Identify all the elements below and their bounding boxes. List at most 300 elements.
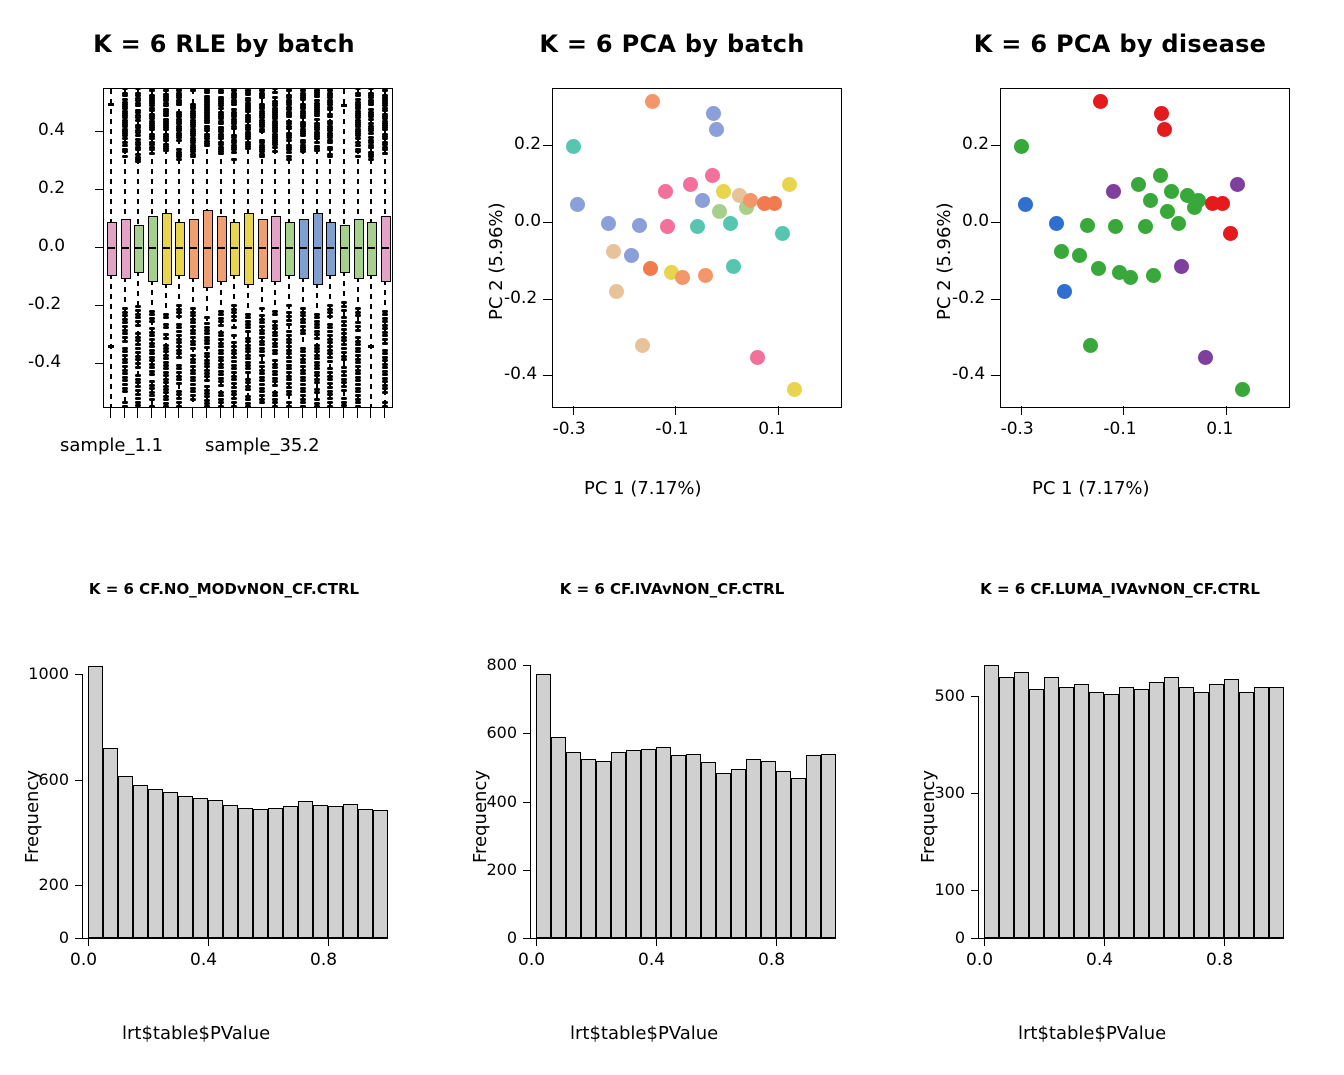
rle-outlier: [122, 314, 128, 317]
rle-outlier: [122, 98, 128, 101]
rle-outlier: [135, 119, 141, 122]
rle-outlier: [314, 99, 320, 102]
hist3-bar: [1149, 682, 1164, 938]
rle-outlier: [355, 125, 361, 128]
rle-outlier: [382, 387, 388, 390]
rle-outlier: [259, 325, 265, 328]
rle-outlier: [314, 374, 320, 377]
rle-median: [326, 247, 334, 249]
rle-outlier: [190, 336, 196, 339]
rle-outlier: [272, 384, 278, 387]
rle-outlier: [341, 309, 347, 312]
rle-outlier: [176, 334, 182, 337]
rle-x-tick: [206, 407, 207, 418]
rle-median: [107, 247, 115, 249]
rle-outlier: [135, 355, 141, 358]
rle-outlier: [135, 381, 141, 384]
hist2-y-tick-label: 0: [506, 928, 517, 947]
hist3-bar: [1134, 689, 1149, 938]
rle-outlier: [122, 379, 128, 382]
hist3-y-tick: [971, 890, 978, 891]
rle-outlier: [190, 325, 196, 328]
panel-hist-luma-iva: [896, 538, 1344, 1075]
pca-batch-point: [743, 193, 758, 208]
rle-outlier: [286, 382, 292, 385]
rle-outlier: [314, 354, 320, 357]
rle-outlier: [176, 304, 182, 307]
rle-outlier: [259, 390, 265, 393]
rle-box-column: [381, 89, 389, 407]
rle-x-tick: [329, 407, 330, 418]
rle-outlier: [135, 336, 141, 339]
rle-outlier: [218, 359, 224, 362]
rle-outlier: [176, 356, 182, 359]
rle-outlier: [135, 316, 141, 319]
rle-outlier: [163, 381, 169, 384]
rle-outlier: [300, 347, 306, 350]
rle-outlier: [231, 352, 237, 355]
rle-outlier: [163, 110, 169, 113]
rle-outlier: [231, 311, 237, 314]
rle-outlier: [245, 110, 251, 113]
rle-outlier: [135, 374, 141, 377]
rle-outlier: [122, 105, 128, 108]
pca-disease-point: [1049, 216, 1064, 231]
rle-outlier: [135, 109, 141, 112]
rle-outlier: [122, 125, 128, 128]
pca-batch-y-tick-label: 0.2: [514, 134, 542, 155]
rle-outlier: [218, 394, 224, 397]
pca-batch-y-tick: [543, 375, 552, 376]
pca-batch-point: [726, 259, 741, 274]
rle-outlier: [149, 384, 155, 387]
rle-y-tick-label: 0.0: [38, 236, 66, 256]
rle-outlier: [122, 347, 128, 350]
rle-outlier: [286, 375, 292, 378]
hist2-bar: [746, 759, 761, 938]
rle-outlier: [259, 96, 265, 99]
rle-outlier: [286, 401, 292, 404]
panel-hist1-title: K = 6 CF.NO_MODvNON_CF.CTRL: [88, 580, 360, 598]
rle-outlier: [149, 109, 155, 112]
rle-outlier: [286, 323, 292, 326]
rle-y-tick: [95, 189, 103, 190]
rle-outlier: [272, 324, 278, 327]
rle-outlier: [190, 343, 196, 346]
hist2-y-tick-label: 400: [486, 791, 517, 811]
rle-outlier: [218, 91, 224, 94]
hist3-bar: [1104, 694, 1119, 938]
rle-outlier: [272, 345, 278, 348]
rle-outlier: [286, 99, 292, 102]
rle-outlier: [355, 119, 361, 122]
hist1-bar: [193, 798, 208, 938]
rle-outlier: [204, 137, 210, 140]
rle-outlier: [259, 401, 265, 404]
pca-disease-point: [1153, 168, 1168, 183]
rle-y-tick-label: 0.2: [38, 178, 66, 199]
rle-outlier: [231, 341, 237, 344]
rle-outlier: [163, 89, 169, 92]
pca-disease-y-tick: [991, 222, 1000, 223]
rle-outlier: [259, 398, 265, 401]
rle-outlier: [122, 369, 128, 372]
rle-outlier: [314, 330, 320, 333]
pca-disease-x-tick-label: 0.1: [1206, 419, 1234, 439]
hist1-y-axis-line: [82, 674, 83, 938]
rle-outlier: [204, 91, 210, 94]
rle-outlier: [300, 376, 306, 379]
rle-outlier: [122, 318, 128, 321]
rle-outlier: [382, 313, 388, 316]
panel-hist-no-mod: [0, 538, 448, 1075]
rle-outlier: [163, 135, 169, 138]
rle-outlier: [190, 89, 196, 92]
hist1-bar: [178, 796, 193, 938]
rle-outlier: [163, 139, 169, 142]
rle-outlier: [327, 341, 333, 344]
rle-outlier: [327, 113, 333, 116]
hist1-y-tick-label: 200: [38, 875, 69, 895]
rle-outlier: [135, 343, 141, 346]
rle-outlier: [272, 126, 278, 129]
pca-batch-point: [660, 219, 675, 234]
rle-outlier: [122, 137, 128, 140]
rle-outlier: [259, 343, 265, 346]
pca-disease-point: [1230, 177, 1245, 192]
rle-median: [340, 247, 348, 249]
rle-outlier: [149, 137, 155, 140]
pca-disease-point: [1198, 350, 1213, 365]
rle-median: [121, 247, 129, 249]
rle-outlier: [368, 151, 374, 154]
rle-outlier: [135, 401, 141, 404]
rle-outlier: [231, 139, 237, 142]
rle-outlier: [355, 311, 361, 314]
rle-outlier: [122, 401, 128, 404]
pca-disease-x-tick-label: -0.3: [1000, 419, 1034, 439]
rle-outlier: [122, 141, 128, 144]
hist2-bar: [536, 674, 551, 938]
rle-outlier: [259, 394, 265, 397]
rle-outlier: [231, 326, 237, 329]
pca-disease-point: [1143, 193, 1158, 208]
rle-outlier: [176, 401, 182, 404]
rle-outlier: [259, 361, 265, 364]
rle-outlier: [204, 375, 210, 378]
rle-outlier: [382, 148, 388, 151]
rle-outlier: [314, 344, 320, 347]
rle-box-column: [175, 89, 183, 407]
pca-batch-point: [698, 268, 713, 283]
rle-outlier: [218, 373, 224, 376]
rle-outlier: [204, 99, 210, 102]
rle-outlier: [259, 354, 265, 357]
hist2-y-tick-label: 200: [486, 859, 517, 879]
rle-outlier: [259, 155, 265, 158]
rle-outlier: [163, 333, 169, 336]
hist1-bar: [208, 800, 223, 938]
rle-outlier: [314, 398, 320, 401]
rle-box-column: [203, 89, 211, 407]
rle-outlier: [300, 332, 306, 335]
pca-batch-point: [570, 197, 585, 212]
rle-outlier: [327, 401, 333, 404]
rle-outlier: [286, 319, 292, 322]
hist1-y-tick-label: 0: [58, 928, 69, 947]
rle-outlier: [355, 398, 361, 401]
rle-outlier: [300, 379, 306, 382]
rle-outlier: [231, 334, 237, 337]
rle-outlier: [272, 352, 278, 355]
rle-outlier: [314, 402, 320, 405]
rle-outlier: [149, 342, 155, 345]
rle-outlier: [355, 112, 361, 115]
hist1-bar: [103, 748, 118, 938]
pca-disease-ylabel: PC 2 (5.96%): [934, 202, 955, 320]
rle-outlier: [122, 372, 128, 375]
rle-outlier: [314, 93, 320, 96]
rle-outlier: [245, 133, 251, 136]
rle-median: [354, 247, 362, 249]
pca-batch-point: [723, 216, 738, 231]
rle-outlier: [135, 362, 141, 365]
rle-outlier: [272, 359, 278, 362]
pca-batch-xlabel: PC 1 (7.17%): [584, 478, 702, 499]
rle-outlier: [314, 357, 320, 360]
rle-outlier: [314, 108, 320, 111]
pca-disease-point: [1191, 193, 1206, 208]
rle-plot-area: [103, 88, 393, 408]
rle-box-column: [326, 89, 334, 407]
hist3-bar: [999, 677, 1014, 938]
pca-batch-point: [750, 350, 765, 365]
rle-outlier: [176, 367, 182, 370]
rle-outlier: [327, 125, 333, 128]
rle-outlier: [231, 382, 237, 385]
rle-x-tick: [370, 407, 371, 418]
hist1-x-tick: [208, 938, 209, 946]
pca-disease-point: [1174, 259, 1189, 274]
rle-outlier: [122, 307, 128, 310]
pca-disease-point: [1223, 226, 1238, 241]
rle-median: [230, 247, 238, 249]
rle-outlier: [135, 320, 141, 323]
rle-outlier: [176, 315, 182, 318]
rle-outlier: [231, 304, 237, 307]
rle-outlier: [149, 120, 155, 123]
rle-outlier: [245, 316, 251, 319]
rle-outlier: [382, 327, 388, 330]
rle-outlier: [341, 347, 347, 350]
rle-outlier: [259, 340, 265, 343]
pca-batch-ylabel: PC 2 (5.96%): [486, 202, 507, 320]
hist1-bar: [343, 804, 358, 938]
rle-outlier: [163, 326, 169, 329]
rle-outlier: [355, 329, 361, 332]
rle-outlier: [300, 383, 306, 386]
rle-outlier: [122, 358, 128, 361]
rle-outlier: [149, 363, 155, 366]
rle-outlier: [231, 134, 237, 137]
rle-outlier: [122, 148, 128, 151]
rle-outlier: [149, 331, 155, 334]
rle-outlier: [176, 99, 182, 102]
rle-outlier: [341, 104, 347, 107]
rle-outlier: [272, 113, 278, 116]
rle-outlier: [327, 382, 333, 385]
rle-x-tick: [302, 407, 303, 418]
rle-median: [381, 247, 389, 249]
rle-outlier: [149, 345, 155, 348]
rle-outlier: [176, 158, 182, 161]
rle-outlier: [300, 369, 306, 372]
rle-outlier: [355, 358, 361, 361]
rle-outlier: [355, 321, 361, 324]
rle-outlier: [122, 128, 128, 131]
rle-outlier: [122, 155, 128, 158]
rle-outlier: [355, 365, 361, 368]
rle-outlier: [135, 305, 141, 308]
hist3-y-tick-label: 500: [934, 686, 965, 706]
rle-outlier: [327, 371, 333, 374]
pca-batch-point: [632, 218, 647, 233]
pca-disease-plot-area: [1000, 88, 1290, 408]
rle-outlier: [259, 387, 265, 390]
rle-outlier: [327, 92, 333, 95]
rle-outlier: [272, 380, 278, 383]
rle-outlier: [286, 371, 292, 374]
rle-y-tick: [95, 305, 103, 306]
rle-outlier: [259, 347, 265, 350]
hist2-x-tick: [776, 938, 777, 946]
pca-batch-x-tick-label: -0.1: [655, 419, 689, 439]
rle-outlier: [176, 375, 182, 378]
hist3-bar: [1239, 692, 1254, 939]
rle-outlier: [204, 316, 210, 319]
rle-outlier: [149, 398, 155, 401]
rle-outlier: [259, 336, 265, 339]
rle-outlier: [176, 311, 182, 314]
rle-outlier: [163, 104, 169, 107]
hist3-bar: [1164, 677, 1179, 938]
rle-outlier: [327, 146, 333, 149]
pca-disease-point: [1093, 94, 1108, 109]
rle-outlier: [259, 372, 265, 375]
rle-outlier: [135, 393, 141, 396]
rle-outlier: [122, 311, 128, 314]
rle-outlier: [272, 377, 278, 380]
rle-x-tick: [357, 407, 358, 418]
rle-y-tick-label: -0.4: [28, 351, 62, 372]
pca-disease-point: [1146, 268, 1161, 283]
rle-outlier: [327, 311, 333, 314]
hist3-bar: [1089, 692, 1104, 939]
hist1-bar: [253, 809, 268, 938]
rle-outlier: [382, 89, 388, 92]
rle-outlier: [149, 394, 155, 397]
rle-outlier: [176, 118, 182, 121]
rle-outlier: [135, 102, 141, 105]
rle-outlier: [135, 339, 141, 342]
hist2-bar: [791, 778, 806, 938]
rle-outlier: [286, 338, 292, 341]
hist3-x-tick: [1224, 938, 1225, 946]
rle-outlier: [231, 375, 237, 378]
rle-median: [175, 247, 183, 249]
rle-outlier: [355, 92, 361, 95]
hist2-bar: [566, 752, 581, 938]
hist1-bar: [223, 805, 238, 938]
rle-outlier: [231, 158, 237, 161]
rle-outlier: [245, 143, 251, 146]
rle-median: [217, 247, 225, 249]
rle-outlier: [259, 376, 265, 379]
rle-outlier: [259, 130, 265, 133]
rle-outlier: [327, 338, 333, 341]
pca-batch-point: [690, 219, 705, 234]
rle-outlier: [341, 355, 347, 358]
rle-outlier: [135, 397, 141, 400]
rle-x-tick: [110, 407, 111, 418]
rle-outlier: [286, 304, 292, 307]
rle-outlier: [190, 361, 196, 364]
hist1-bar: [118, 776, 133, 938]
rle-outlier: [286, 120, 292, 123]
rle-outlier: [382, 380, 388, 383]
rle-outlier: [355, 361, 361, 364]
pca-batch-point: [645, 94, 660, 109]
rle-outlier: [286, 144, 292, 147]
rle-outlier: [204, 107, 210, 110]
rle-outlier: [245, 323, 251, 326]
rle-whisker: [343, 88, 345, 225]
rle-outlier: [355, 128, 361, 131]
rle-outlier: [122, 354, 128, 357]
rle-outlier: [341, 343, 347, 346]
rle-outlier: [272, 331, 278, 334]
rle-x-tick: [261, 407, 262, 418]
rle-outlier: [190, 155, 196, 158]
rle-box-column: [340, 89, 348, 407]
panel-pca-batch-title: K = 6 PCA by batch: [539, 30, 805, 58]
hist3-x-tick-label: 0.0: [966, 950, 994, 970]
rle-outlier: [382, 401, 388, 404]
hist1-x-tick-label: 0.8: [310, 950, 338, 970]
rle-outlier: [149, 327, 155, 330]
hist3-y-tick-label: 100: [934, 879, 965, 899]
rle-outlier: [355, 141, 361, 144]
rle-median: [313, 247, 321, 249]
rle-outlier: [163, 357, 169, 360]
rle-outlier: [327, 386, 333, 389]
rle-outlier: [135, 313, 141, 316]
rle-outlier: [272, 401, 278, 404]
rle-outlier: [314, 131, 320, 134]
rle-outlier: [368, 99, 374, 102]
rle-outlier: [300, 311, 306, 314]
rle-outlier: [163, 388, 169, 391]
rle-outlier: [245, 137, 251, 140]
hist1-x-tick-label: 0.0: [70, 950, 98, 970]
hist2-bar: [731, 769, 746, 938]
rle-median: [299, 247, 307, 249]
rle-outlier: [218, 137, 224, 140]
rle-outlier: [300, 321, 306, 324]
rle-outlier: [231, 386, 237, 389]
rle-outlier: [231, 319, 237, 322]
rle-outlier: [190, 369, 196, 372]
